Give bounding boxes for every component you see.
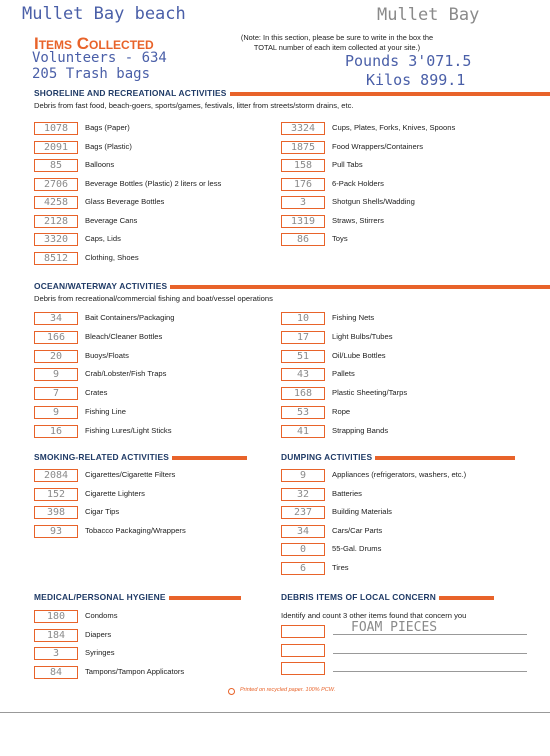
item-label: 55-Gal. Drums	[332, 544, 382, 553]
item-label: Balloons	[85, 160, 115, 169]
item-row	[281, 141, 521, 155]
item-row	[34, 406, 274, 420]
count-field[interactable]: 6	[281, 562, 325, 575]
item-label: Building Materials	[332, 507, 392, 516]
item-label: Beverage Cans	[85, 215, 138, 225]
item-label: Strapping Bands	[332, 425, 389, 435]
item-row	[281, 620, 521, 639]
item-row	[281, 406, 521, 420]
item-row	[281, 425, 521, 439]
item-label: Cigar Tips	[85, 507, 120, 516]
item-row	[34, 159, 274, 173]
item-row	[281, 122, 521, 136]
item-row	[34, 368, 274, 382]
item-label: Caps, Lids	[85, 234, 121, 243]
section-title-local: DEBRIS ITEMS OF LOCAL CONCERN	[281, 592, 494, 602]
count-field[interactable]: 34	[281, 525, 325, 538]
count-field[interactable]	[281, 625, 325, 638]
volunteers-handwritten: Volunteers - 634	[32, 50, 167, 66]
item-row	[281, 469, 521, 483]
count-field[interactable]: 2091	[34, 141, 78, 154]
item-label: Pull Tabs	[332, 160, 363, 169]
item-label: Crates	[85, 388, 108, 398]
item-label: Pallets	[332, 369, 355, 379]
item-label: Bait Containers/Packaging	[85, 313, 175, 322]
count-field[interactable]: 3320	[34, 233, 78, 246]
item-label: Cups, Plates, Forks, Knives, Spoons	[332, 123, 456, 132]
count-field[interactable]: 3	[34, 647, 78, 660]
count-field[interactable]: 34	[34, 312, 78, 325]
item-label: Bags (Paper)	[85, 123, 130, 132]
section-title-ocean: OCEAN/WATERWAY ACTIVITIES	[34, 281, 550, 291]
footer-text: Printed on recycled paper. 100% PCW.	[240, 687, 336, 693]
count-field[interactable]: 2128	[34, 215, 78, 228]
item-row	[281, 644, 521, 658]
item-label: Plastic Sheeting/Tarps	[332, 388, 408, 398]
count-field[interactable]: 85	[34, 159, 78, 172]
item-label: 6-Pack Holders	[332, 178, 384, 188]
item-row	[281, 233, 521, 247]
item-label: Condoms	[85, 611, 118, 620]
count-field[interactable]: 166	[34, 331, 78, 344]
item-label: Batteries	[332, 488, 362, 498]
item-row	[281, 331, 521, 345]
count-field[interactable]: 237	[281, 506, 325, 519]
count-field[interactable]: 1875	[281, 141, 325, 154]
item-label: Straws, Stirrers	[332, 215, 384, 225]
item-row	[34, 122, 274, 136]
count-field[interactable]: 0	[281, 543, 325, 556]
item-row	[34, 610, 274, 624]
item-row	[34, 387, 274, 401]
count-field[interactable]: 176	[281, 178, 325, 191]
count-field[interactable]: 1319	[281, 215, 325, 228]
count-field[interactable]: 2084	[34, 469, 78, 482]
recycle-icon	[228, 688, 235, 695]
item-row	[281, 312, 521, 326]
item-label: Shotgun Shells/Wadding	[332, 197, 415, 206]
count-field[interactable]: 93	[34, 525, 78, 538]
count-field[interactable]: 17	[281, 331, 325, 344]
item-label: Cigarette Lighters	[85, 488, 145, 498]
item-label: Syringes	[85, 648, 115, 657]
section-title-shoreline: SHORELINE AND RECREATIONAL ACTIVITIES	[34, 88, 550, 98]
location-handwritten-right: Mullet Bay	[377, 5, 480, 25]
item-label: Clothing, Shoes	[85, 252, 139, 262]
section-title-smoking: SMOKING-RELATED ACTIVITIES	[34, 452, 247, 462]
item-label: Cigarettes/Cigarette Filters	[85, 470, 176, 479]
item-label: Oil/Lube Bottles	[332, 350, 386, 360]
item-label: FOAM PIECES	[333, 620, 527, 635]
item-row	[281, 488, 521, 502]
page-title: Items Collected	[34, 34, 154, 53]
item-row	[281, 662, 521, 676]
item-row	[34, 141, 274, 155]
item-label: Toys	[332, 234, 348, 243]
count-field[interactable]: 158	[281, 159, 325, 172]
item-row	[34, 331, 274, 345]
item-row	[34, 233, 274, 247]
count-field[interactable]: 9	[281, 469, 325, 482]
count-field[interactable]: 84	[34, 666, 78, 679]
item-row	[34, 506, 274, 520]
item-row	[34, 215, 274, 229]
count-field[interactable]: 168	[281, 387, 325, 400]
trash-bags-handwritten: 205 Trash bags	[32, 66, 151, 82]
item-row	[34, 425, 274, 439]
item-row	[34, 629, 274, 643]
page-bottom-edge	[0, 712, 550, 713]
item-label: Appliances (refrigerators, washers, etc.)	[332, 470, 467, 479]
item-row	[281, 178, 521, 192]
section-subtitle-local: Identify and count 3 other items found that concern you	[281, 611, 467, 620]
count-field[interactable]: 8512	[34, 252, 78, 265]
count-field[interactable]: 10	[281, 312, 325, 325]
item-row	[34, 196, 274, 210]
count-field[interactable]: 53	[281, 406, 325, 419]
item-row	[34, 178, 274, 192]
item-row	[281, 215, 521, 229]
item-row	[281, 350, 521, 364]
item-row	[34, 350, 274, 364]
count-field[interactable]: 184	[34, 629, 78, 642]
item-row	[281, 159, 521, 173]
item-row	[281, 562, 521, 576]
item-label: Tobacco Packaging/Wrappers	[85, 525, 186, 535]
item-row	[34, 666, 274, 680]
section-title-medical: MEDICAL/PERSONAL HYGIENE	[34, 592, 241, 602]
item-label: Light Bulbs/Tubes	[332, 331, 393, 341]
count-field[interactable]: 9	[34, 368, 78, 381]
item-row	[34, 647, 274, 661]
location-handwritten: Mullet Bay beach	[22, 4, 186, 24]
count-field[interactable]: 3324	[281, 122, 325, 135]
item-row	[281, 387, 521, 401]
item-row	[34, 312, 274, 326]
item-row	[34, 488, 274, 502]
item-label: Glass Beverage Bottles	[85, 197, 165, 206]
item-label: Rope	[332, 407, 351, 416]
count-field[interactable]: 7	[34, 387, 78, 400]
count-field[interactable]: 43	[281, 368, 325, 381]
item-label: Fishing Nets	[332, 313, 375, 322]
item-label: Bleach/Cleaner Bottles	[85, 331, 163, 341]
count-field[interactable]	[281, 644, 325, 657]
section-subtitle-shoreline: Debris from fast food, beach-goers, sports/games, festivals, litter from streets/storm drains, etc.	[34, 101, 354, 110]
item-label	[333, 657, 527, 672]
instruction-note: (Note: In this section, please be sure to write in the box the TOTAL number of each item collected at your site.)	[240, 33, 434, 52]
item-label: Diapers	[85, 629, 112, 639]
item-row	[281, 525, 521, 539]
count-field[interactable]: 4258	[34, 196, 78, 209]
item-row	[281, 506, 521, 520]
count-field[interactable]: 51	[281, 350, 325, 363]
count-field[interactable]: 180	[34, 610, 78, 623]
count-field[interactable]: 398	[34, 506, 78, 519]
item-label: Food Wrappers/Containers	[332, 141, 424, 151]
count-field[interactable]: 2706	[34, 178, 78, 191]
item-row	[281, 368, 521, 382]
item-label: Bags (Plastic)	[85, 141, 132, 151]
item-label: Fishing Line	[85, 407, 126, 416]
item-label: Beverage Bottles (Plastic) 2 liters or less	[85, 178, 222, 188]
item-label: Cars/Car Parts	[332, 525, 383, 535]
section-subtitle-ocean: Debris from recreational/commercial fishing and boat/vessel operations	[34, 294, 273, 303]
count-field[interactable]: 32	[281, 488, 325, 501]
count-field[interactable]: 86	[281, 233, 325, 246]
count-field[interactable]: 9	[34, 406, 78, 419]
item-row	[34, 252, 274, 266]
item-label: Buoys/Floats	[85, 350, 129, 360]
count-field[interactable]	[281, 662, 325, 675]
count-field[interactable]: 41	[281, 425, 325, 438]
item-row	[281, 543, 521, 557]
kilos-handwritten: Kilos 899.1	[366, 71, 466, 89]
item-label: Tires	[332, 562, 349, 572]
item-row	[281, 196, 521, 210]
item-label: Tampons/Tampon Applicators	[85, 666, 185, 676]
item-row	[34, 525, 274, 539]
item-label: Crab/Lobster/Fish Traps	[85, 369, 167, 379]
count-field[interactable]: 16	[34, 425, 78, 438]
item-row	[34, 469, 274, 483]
item-label: Fishing Lures/Light Sticks	[85, 425, 172, 435]
item-label	[333, 639, 527, 654]
pounds-handwritten: Pounds 3'071.5	[345, 52, 472, 70]
count-field[interactable]: 20	[34, 350, 78, 363]
count-field[interactable]: 1078	[34, 122, 78, 135]
count-field[interactable]: 3	[281, 196, 325, 209]
section-title-dumping: DUMPING ACTIVITIES	[281, 452, 515, 462]
count-field[interactable]: 152	[34, 488, 78, 501]
